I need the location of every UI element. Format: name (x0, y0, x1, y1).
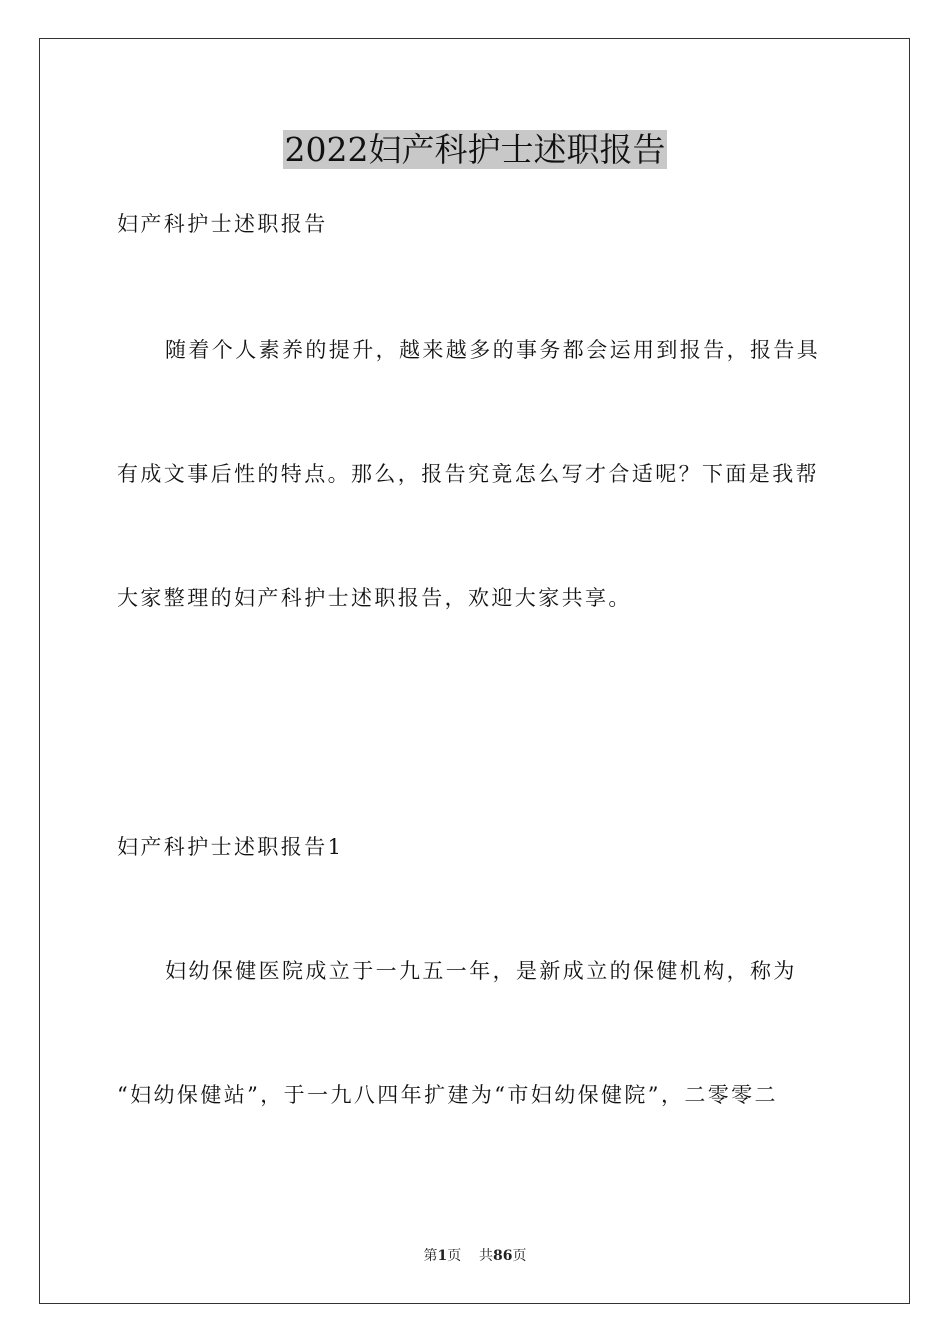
footer-total-prefix: 共 (479, 1248, 494, 1264)
footer-page-suffix: 页 (447, 1248, 462, 1264)
document-title-text: 2022妇产科护士述职报告 (284, 130, 666, 169)
intro-line-1: 随着个人素养的提升，越来越多的事务都会运用到报告，报告具 (165, 338, 821, 362)
footer-total-pages: 86 (493, 1248, 513, 1264)
page-footer (0, 1246, 950, 1266)
intro-line-2: 有成文事后性的特点。那么，报告究竟怎么写才合适呢？下面是我帮 (117, 462, 819, 486)
section-body-line-1: 妇幼保健医院成立于一九五一年，是新成立的保健机构，称为 (165, 959, 797, 983)
footer-total-suffix: 页 (512, 1248, 527, 1264)
footer-page-number: 1 (437, 1248, 448, 1264)
section-heading: 妇产科护士述职报告1 (117, 835, 344, 859)
intro-line-3: 大家整理的妇产科护士述职报告，欢迎大家共享。 (117, 586, 632, 610)
footer-page-prefix: 第 (423, 1248, 438, 1264)
section-body-line-2: “妇幼保健站”，于一九八四年扩建为“市妇幼保健院”，二零零二 (117, 1083, 778, 1107)
document-subtitle: 妇产科护士述职报告 (117, 212, 328, 236)
document-title (0, 128, 950, 172)
